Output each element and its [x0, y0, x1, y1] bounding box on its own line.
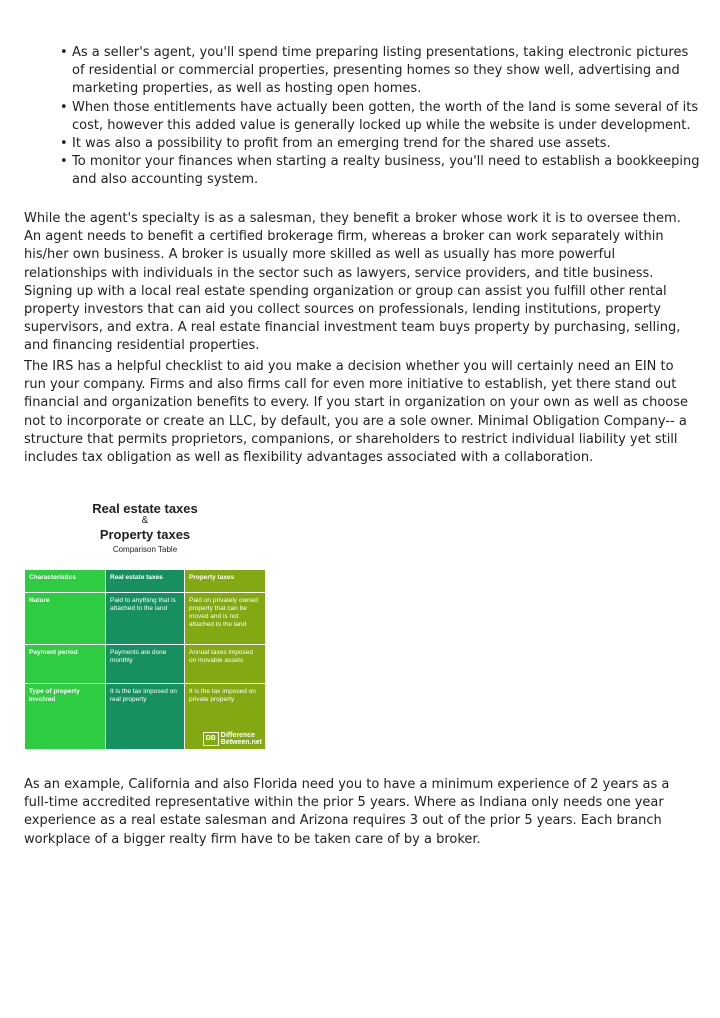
figure-title-line2: Property taxes — [99, 527, 191, 542]
table-row — [25, 593, 265, 644]
table-header-row — [25, 570, 265, 592]
logo-wordmark — [221, 732, 262, 746]
table-cell: It is the tax imposed on real property — [106, 684, 184, 749]
comparison-table — [24, 569, 266, 750]
paragraph-agent-broker: While the agent's specialty is as a salesman, they benefit a broker whose work it is to oversee them. An agent needs to benefit a certified brokerage firm, whereas a broker can work separately within his/her own business. A broker is usually more skilled as well as usually has more powerful relationships with individuals in the sector such as lawyers, service providers, and title business. Signing up with a local real estate spending organization or group can assist you fulfill other rental property investors that can aid you collect sources on professionals, lending institutions, property supervisors, and extra. A real estate financial investment team buys property by purchasing, selling, and financing residential properties. — [24, 211, 681, 354]
figure-title-ampersand: & — [141, 515, 149, 526]
bullet-item: • When those entitlements have actually been gotten, the worth of the land is some several of its cost, however this added value is generally locked up while the website is under development. — [60, 99, 700, 135]
header-property-taxes: Property taxes — [185, 570, 265, 592]
bullet-list — [60, 44, 700, 190]
paragraph-irs-ein: The IRS has a helpful checklist to aid you make a decision whether you will certainly need an EIN to run your company. Firms and also firms call for even more initiative to establish, yet there stand out financial and organization benefits to every. If you start in organization on your own as well as choose not to incorporate or create an LLC, by default, you are a sole owner. Minimal Obligation Company-- a structure that permits proprietors, companions, or shareholders to restrict individual liability yet still includes tax obligation as well as flexibility advantages associated with a collaboration. — [24, 359, 689, 466]
figure-subtitle: Comparison Table — [112, 545, 178, 554]
table-cell-with-logo — [185, 684, 265, 749]
comparison-infographic — [24, 497, 266, 753]
logo-line2: Between.net — [220, 739, 262, 746]
bullet-item: • To monitor your finances when starting a realty business, you'll need to establish a bookkeeping and also accounting system. — [60, 153, 700, 189]
logo-mark: DB — [203, 732, 219, 746]
header-characteristics: Characteristics — [25, 570, 105, 592]
logo-line1: Difference — [220, 732, 255, 739]
table-row — [25, 645, 265, 683]
table-cell: Nature — [25, 593, 105, 644]
table-cell: Annual taxes imposed on movable assets — [185, 645, 265, 683]
table-cell: Paid to anything that is attached to the land — [106, 593, 184, 644]
table-cell-text: It is the tax imposed on private property — [189, 688, 256, 703]
header-real-estate-taxes: Real estate taxes — [106, 570, 184, 592]
table-cell: Payments are done monthly — [106, 645, 184, 683]
table-cell: Type of property involved — [25, 684, 105, 749]
table-row — [25, 684, 265, 749]
difference-between-logo — [203, 732, 262, 746]
bullet-item: • It was also a possibility to profit from an emerging trend for the shared use assets. — [60, 135, 700, 153]
bullet-item: • As a seller's agent, you'll spend time preparing listing presentations, taking electronic pictures of residential or commercial properties, presenting homes so they show well, advertising and marketing properties, as well as hosting open homes. — [60, 44, 700, 99]
table-cell: Paid on privately owned property that can be moved and is not attached to the land — [185, 593, 265, 644]
figure-title-line1: Real estate taxes — [92, 501, 198, 516]
table-cell: Payment period — [25, 645, 105, 683]
paragraph-state-requirements: As an example, California and also Florida need you to have a minimum experience of 2 years as a full-time accredited representative within the prior 5 years. Where as Indiana only needs one year experience as a real estate salesman and Arizona requires 3 out of the prior 5 years. Each branch workplace of a bigger realty firm have to be taken care of by a broker. — [24, 777, 670, 847]
